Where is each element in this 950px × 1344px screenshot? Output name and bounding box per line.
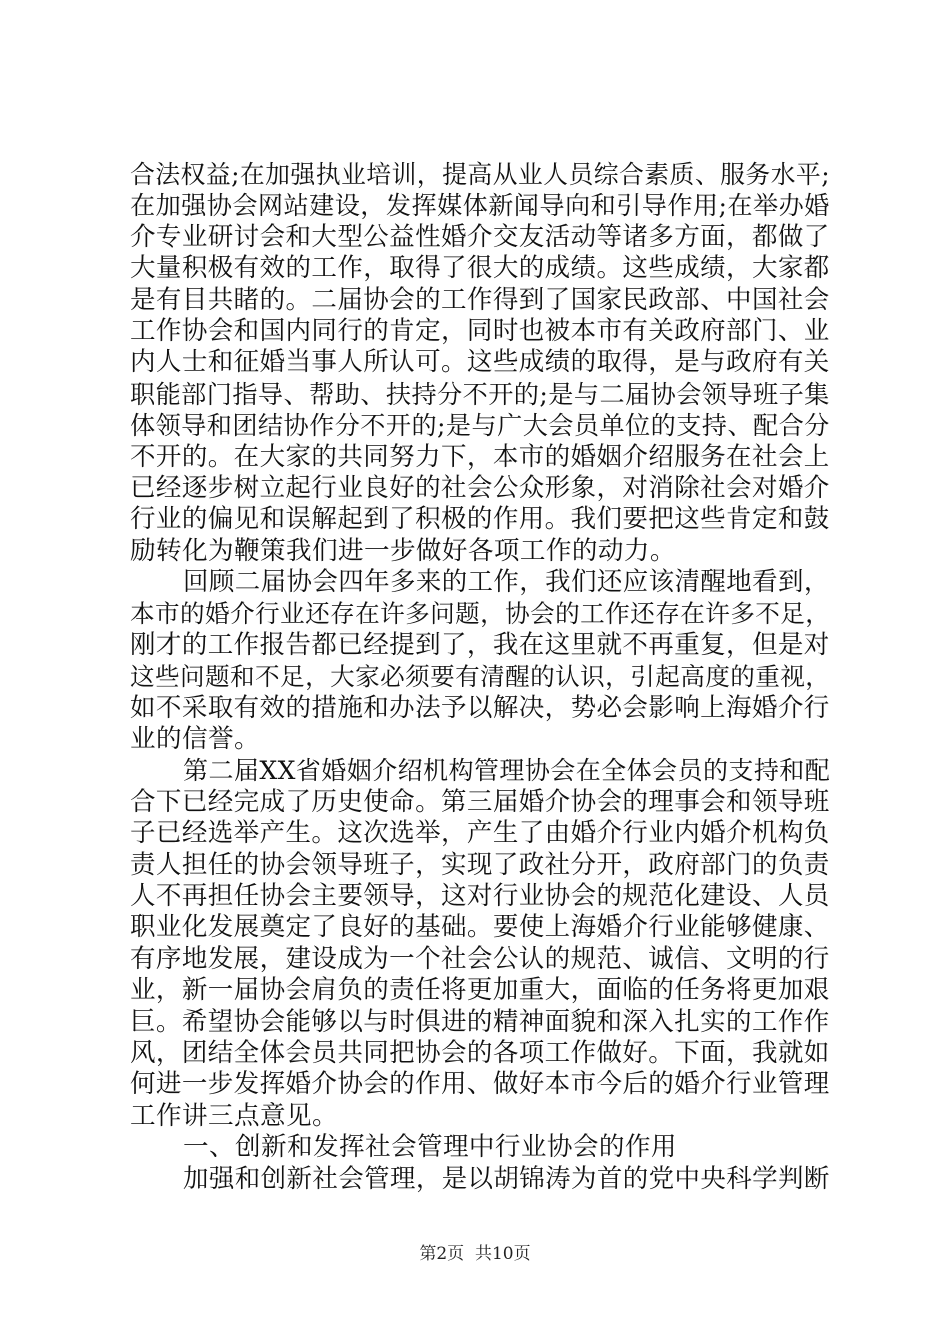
text-line: 不开的。在大家的共同努力下，本市的婚姻介绍服务在社会上 — [130, 441, 830, 472]
text-line: 大量积极有效的工作，取得了很大的成绩。这些成绩，大家都 — [130, 253, 830, 284]
text-line: 本市的婚介行业还存在许多问题，协会的工作还存在许多不足， — [130, 599, 831, 629]
text-line: 在加强协会网站建设，发挥媒体新闻导向和引导作用;在举办婚 — [130, 191, 830, 221]
text-line: 介专业研讨会和大型公益性婚介交友活动等诸多方面，都做了 — [130, 221, 830, 252]
text-line: 加强和创新社会管理，是以胡锦涛为首的党中央科学判断 — [183, 1163, 830, 1194]
text-line: 责人担任的协会领导班子，实现了政社分开，政府部门的负责 — [130, 849, 830, 880]
text-line: 合下已经完成了历史使命。第三届婚介协会的理事会和领导班 — [130, 786, 830, 817]
text-line: 人不再担任协会主要领导，这对行业协会的规范化建设、人员 — [130, 880, 830, 911]
text-line: 业的信誉。 — [130, 724, 260, 755]
page-footer: 第2页 共10页 — [419, 1244, 531, 1264]
text-line: 有序地发展，建设成为一个社会公认的规范、诚信、文明的行 — [130, 943, 830, 974]
text-line: 行业的偏见和误解起到了积极的作用。我们要把这些肯定和鼓 — [130, 504, 830, 535]
text-line: 内人士和征婚当事人所认可。这些成绩的取得，是与政府有关 — [130, 347, 830, 378]
text-line: 工作协会和国内同行的肯定，同时也被本市有关政府部门、业 — [130, 315, 830, 346]
body-text — [130, 159, 830, 1195]
text-line: 是有目共睹的。二届协会的工作得到了国家民政部、中国社会 — [130, 284, 830, 315]
text-line: 业，新一届协会肩负的责任将更加重大，面临的任务将更加艰 — [130, 975, 830, 1006]
text-line: 职业化发展奠定了良好的基础。要使上海婚介行业能够健康、 — [130, 912, 830, 943]
text-line: 子已经选举产生。这次选举，产生了由婚介行业内婚介机构负 — [130, 818, 830, 849]
text-line: 回顾二届协会四年多来的工作，我们还应该清醒地看到， — [183, 567, 830, 598]
text-line: 如不采取有效的措施和办法予以解决，势必会影响上海婚介行 — [130, 692, 830, 723]
text-line: 励转化为鞭策我们进一步做好各项工作的动力。 — [130, 535, 676, 566]
text-line: 体领导和团结协作分不开的;是与广大会员单位的支持、配合分 — [130, 411, 830, 441]
text-line: 第二届XX省婚姻介绍机构管理协会在全体会员的支持和配 — [183, 756, 831, 786]
text-line: 已经逐步树立起行业良好的社会公众形象，对消除社会对婚介 — [130, 472, 830, 503]
text-line: 这些问题和不足，大家必须要有清醒的认识，引起高度的重视， — [130, 662, 831, 692]
text-line: 合法权益;在加强执业培训，提高从业人员综合素质、服务水平; — [130, 160, 830, 189]
text-line: 巨。希望协会能够以与时俱进的精神面貌和深入扎实的工作作 — [130, 1006, 830, 1037]
text-line: 刚才的工作报告都已经提到了，我在这里就不再重复，但是对 — [130, 629, 830, 660]
text-line: 工作讲三点意见。 — [130, 1100, 338, 1131]
text-line: 何进一步发挥婚介协会的作用、做好本市今后的婚介行业管理 — [130, 1069, 830, 1100]
text-line: 一、创新和发挥社会管理中行业协会的作用 — [183, 1132, 677, 1163]
text-line: 职能部门指导、帮助、扶持分不开的;是与二届协会领导班子集 — [130, 379, 830, 409]
text-line: 风，团结全体会员共同把协会的各项工作做好。下面，我就如 — [130, 1037, 830, 1068]
